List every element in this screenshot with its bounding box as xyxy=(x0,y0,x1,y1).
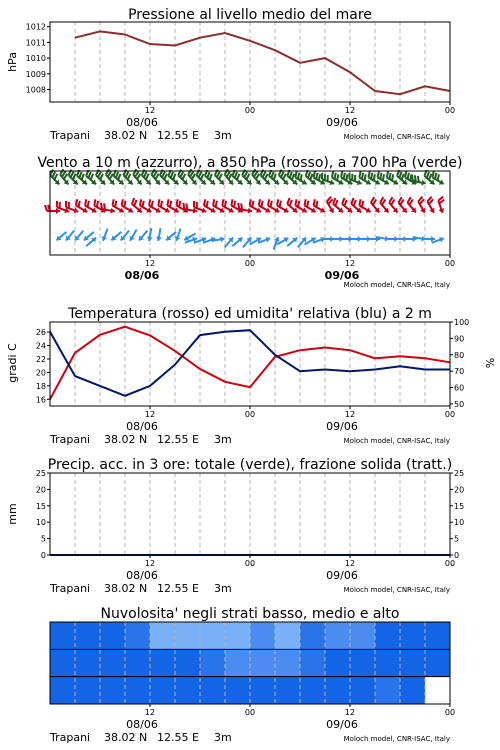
location-lat: 38.02 N xyxy=(104,582,148,595)
model-credit: Moloch model, CNR-ISAC, Italy xyxy=(343,735,450,743)
cloud-cell xyxy=(275,649,300,676)
cloud-cell xyxy=(150,622,175,649)
location-alt: 3m xyxy=(214,731,232,744)
model-credit: Moloch model, CNR-ISAC, Italy xyxy=(343,586,450,594)
pressure-ytick-label: 1010 xyxy=(25,54,46,64)
precip-ylabel: mm xyxy=(6,503,19,525)
cloud-cell xyxy=(425,677,450,704)
location-name: Trapani xyxy=(50,433,91,446)
cloud-cell xyxy=(400,622,425,649)
cloud-cell xyxy=(100,677,125,704)
cloud-cell xyxy=(350,622,375,649)
time-tick-label: 00 xyxy=(244,708,256,717)
location-lat: 38.02 N xyxy=(104,433,148,446)
pressure-ytick-label: 1008 xyxy=(25,85,46,95)
temperature-ytick-label: 24 xyxy=(35,341,46,351)
location-lon: 12.55 E xyxy=(157,129,199,142)
cloud-cell xyxy=(75,649,100,676)
time-tick-label: 00 xyxy=(444,410,456,419)
day-label: 09/06 xyxy=(326,718,358,731)
day-label: 09/06 xyxy=(326,569,358,582)
cloud-cell xyxy=(150,649,175,676)
cloud-cell xyxy=(175,649,200,676)
cloud-cell xyxy=(300,677,325,704)
day-label: 09/06 xyxy=(326,116,358,129)
precip-ytick-right-label: 10 xyxy=(454,518,465,528)
cloud-cell xyxy=(400,677,425,704)
cloud-cell xyxy=(325,677,350,704)
location-lon: 12.55 E xyxy=(157,731,199,744)
cloud-panel xyxy=(49,606,455,744)
time-tick-label: 12 xyxy=(344,559,356,568)
temperature-ytick-label: 22 xyxy=(35,354,46,364)
cloud-cell xyxy=(200,622,225,649)
wind-barb-head xyxy=(147,237,153,242)
cloud-cell xyxy=(50,677,75,704)
precip-ytick-right-label: 15 xyxy=(454,501,465,511)
location-alt: 3m xyxy=(214,433,232,446)
time-tick-label: 00 xyxy=(244,410,256,419)
cloud-cell xyxy=(275,622,300,649)
time-tick-label: 00 xyxy=(244,106,256,115)
precip-ytick-right-label: 0 xyxy=(454,551,460,560)
temperature-ylabel: gradi C xyxy=(6,343,19,383)
day-label: 08/06 xyxy=(124,269,160,282)
cloud-cell xyxy=(350,649,375,676)
humidity-ytick-label: 70 xyxy=(454,367,465,377)
cloud-cell xyxy=(125,677,150,704)
model-credit: Moloch model, CNR-ISAC, Italy xyxy=(343,281,450,289)
cloud-cell xyxy=(125,622,150,649)
time-tick-label: 00 xyxy=(444,708,456,717)
cloud-cell xyxy=(275,677,300,704)
humidity-ytick-label: 80 xyxy=(454,350,465,360)
pressure-ylabel: hPa xyxy=(6,52,19,72)
time-tick-label: 00 xyxy=(244,259,256,268)
precip-ytick-label: 10 xyxy=(35,518,46,528)
humidity-ytick-label: 90 xyxy=(454,334,465,344)
precip-ytick-label: 0 xyxy=(40,551,46,560)
day-label: 08/06 xyxy=(126,569,158,582)
cloud-cell xyxy=(175,622,200,649)
precip-plot-frame xyxy=(50,473,450,555)
time-tick-label: 12 xyxy=(344,259,356,268)
time-tick-label: 12 xyxy=(144,708,156,717)
wind-panel xyxy=(37,155,462,289)
time-tick-label: 12 xyxy=(144,106,156,115)
cloud-cell xyxy=(250,622,275,649)
time-tick-label: 00 xyxy=(444,259,456,268)
cloud-cell xyxy=(325,622,350,649)
temperature-ytick-label: 18 xyxy=(35,381,46,391)
precip-ytick-label: 15 xyxy=(35,501,46,511)
wind-title: Vento a 10 m (azzurro), a 850 hPa (rosso), a 700 hPa (verde) xyxy=(37,155,463,171)
cloud-cell xyxy=(200,677,225,704)
location-lat: 38.02 N xyxy=(104,731,148,744)
humidity-ytick-label: 50 xyxy=(454,399,465,409)
model-credit: Moloch model, CNR-ISAC, Italy xyxy=(343,133,450,141)
wind-barb-head xyxy=(110,208,114,214)
cloud-cell xyxy=(300,649,325,676)
pressure-ytick-label: 1012 xyxy=(25,22,46,32)
cloud-cell xyxy=(50,649,75,676)
cloud-cell xyxy=(50,622,75,649)
precip-ytick-right-label: 20 xyxy=(454,485,465,495)
location-lat: 38.02 N xyxy=(104,129,148,142)
day-label: 08/06 xyxy=(126,718,158,731)
precip-panel xyxy=(6,457,464,595)
pressure-ytick-label: 1009 xyxy=(25,69,46,79)
precip-ytick-label: 5 xyxy=(40,534,46,544)
cloud-cell xyxy=(200,649,225,676)
model-credit: Moloch model, CNR-ISAC, Italy xyxy=(343,437,450,445)
precip-ytick-right-label: 25 xyxy=(454,469,465,478)
time-tick-label: 12 xyxy=(344,708,356,717)
cloud-cell xyxy=(350,677,375,704)
cloud-cell xyxy=(225,649,250,676)
time-tick-label: 12 xyxy=(344,410,356,419)
time-tick-label: 00 xyxy=(444,106,456,115)
precip-ytick-label: 25 xyxy=(35,469,46,478)
cloud-title: Nuvolosita' negli strati basso, medio e alto xyxy=(100,606,400,622)
pressure-title: Pressione al livello medio del mare xyxy=(128,7,372,23)
pressure-panel xyxy=(6,7,455,142)
cloud-cell xyxy=(425,649,450,676)
time-tick-label: 12 xyxy=(144,410,156,419)
day-label: 08/06 xyxy=(126,420,158,433)
temperature-title: Temperatura (rosso) ed umidita' relativa (blu) a 2 m xyxy=(68,306,432,322)
humidity-ytick-label: 60 xyxy=(454,383,465,393)
day-label: 09/06 xyxy=(326,420,358,433)
cloud-cell xyxy=(225,677,250,704)
cloud-cell xyxy=(250,677,275,704)
time-tick-label: 00 xyxy=(244,559,256,568)
cloud-cell xyxy=(325,649,350,676)
temperature-ytick-label: 26 xyxy=(35,328,46,338)
temperature-ytick-label: 16 xyxy=(35,395,46,405)
time-tick-label: 12 xyxy=(144,559,156,568)
location-name: Trapani xyxy=(50,731,91,744)
time-tick-label: 12 xyxy=(144,259,156,268)
wind-barb-head xyxy=(220,236,224,242)
cloud-cell xyxy=(375,622,400,649)
pressure-plot-frame xyxy=(50,22,450,102)
location-lon: 12.55 E xyxy=(157,582,199,595)
cloud-cell xyxy=(175,677,200,704)
cloud-cell xyxy=(75,677,100,704)
humidity-ytick-label: 100 xyxy=(454,318,470,327)
cloud-cell xyxy=(225,622,250,649)
location-lon: 12.55 E xyxy=(157,433,199,446)
cloud-cell xyxy=(300,622,325,649)
location-name: Trapani xyxy=(50,582,91,595)
location-alt: 3m xyxy=(214,129,232,142)
precip-ytick-label: 20 xyxy=(35,485,46,495)
cloud-cell xyxy=(100,622,125,649)
cloud-cell xyxy=(375,649,400,676)
cloud-cell xyxy=(150,677,175,704)
cloud-cell xyxy=(125,649,150,676)
time-tick-label: 00 xyxy=(444,559,456,568)
pressure-line xyxy=(75,31,450,94)
precip-ytick-right-label: 5 xyxy=(454,534,460,544)
cloud-cell xyxy=(100,649,125,676)
cloud-cell xyxy=(400,649,425,676)
cloud-cell xyxy=(75,622,100,649)
location-alt: 3m xyxy=(214,582,232,595)
location-name: Trapani xyxy=(50,129,91,142)
day-label: 08/06 xyxy=(126,116,158,129)
pressure-ytick-label: 1011 xyxy=(25,38,46,48)
temperature-panel xyxy=(6,306,496,446)
cloud-cell xyxy=(250,649,275,676)
time-tick-label: 12 xyxy=(344,106,356,115)
precip-title: Precip. acc. in 3 ore: totale (verde), frazione solida (tratt.) xyxy=(47,457,453,473)
cloud-cell xyxy=(425,622,450,649)
day-label: 09/06 xyxy=(324,269,360,282)
temperature-ytick-label: 20 xyxy=(35,368,46,378)
humidity-ylabel: % xyxy=(483,357,496,369)
cloud-cell xyxy=(375,677,400,704)
